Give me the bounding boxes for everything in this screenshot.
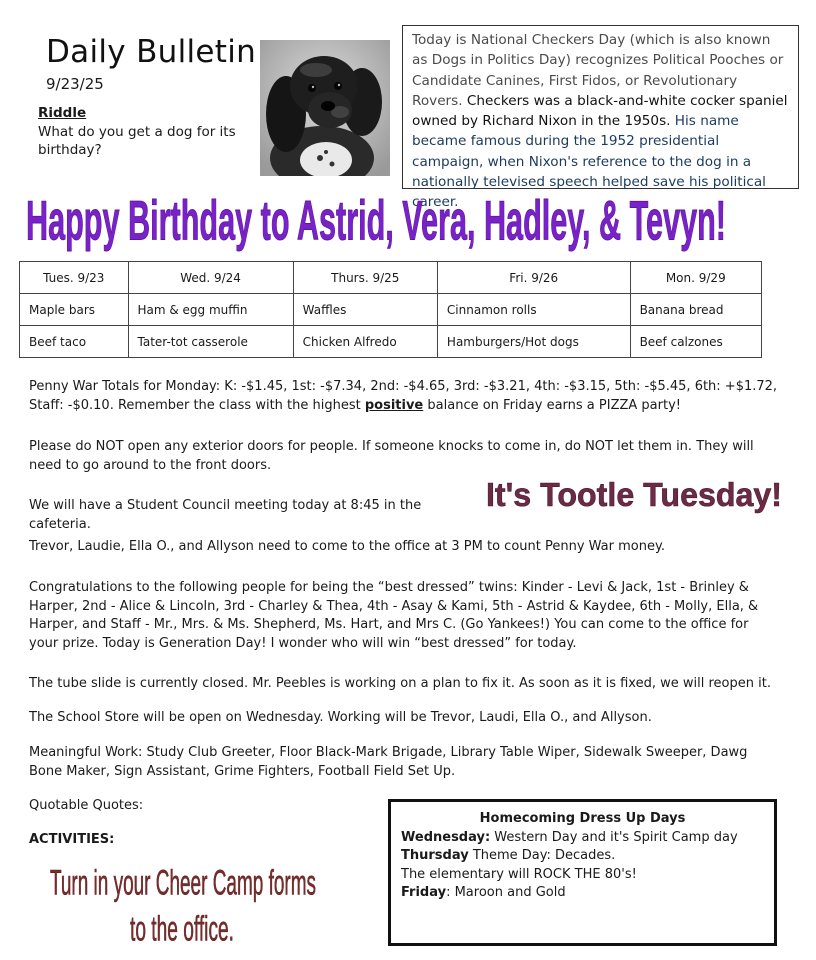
- homecoming-elementary: The elementary will ROCK THE 80's!: [401, 866, 637, 882]
- friday-label: Friday: [401, 885, 447, 900]
- birthday-banner: [26, 190, 746, 256]
- thursday-text: Theme Day: Decades.: [468, 848, 616, 863]
- thursday-label: Thursday: [401, 848, 469, 863]
- homecoming-heading: Homecoming Dress Up Days: [479, 811, 686, 826]
- doors-notice: Please do NOT open any exterior doors for people. If someone knocks to come in, do NOT let them in. They will need to go around to the front doors.: [29, 439, 754, 473]
- activities-heading: ACTIVITIES:: [29, 832, 115, 847]
- wednesday-text: Western Day and it's Spirit Camp day: [490, 829, 738, 845]
- checkers-owner: Checkers was a black-and-white cocker spaniel owned by Richard Nixon in the 1950s.: [412, 92, 788, 130]
- penny-war-text-end: balance on Friday earns a PIZZA party!: [427, 397, 681, 413]
- cheer-camp-line2: to the office.: [130, 910, 234, 949]
- bulletin-date: 9/23/25: [46, 75, 104, 93]
- menu-cell: Chicken Alfredo: [293, 326, 437, 358]
- homecoming-thursday: [401, 847, 764, 866]
- penny-war-totals: [29, 378, 789, 415]
- menu-day: Thurs. 9/25: [293, 262, 437, 294]
- menu-day: Tues. 9/23: [20, 262, 129, 294]
- school-store-notice: The School Store will be open on Wednesday. Working will be Trevor, Laudi, Ella O., and Allyson.: [29, 710, 652, 725]
- penny-war-text: Penny War Totals for Monday: K: -$1.45, 1st: -$7.34, 2nd: -$4.65, 3rd: -$3.21, 4th: -$3.15, 5th: -$5.45, 6th: +$1.72, Staff: -$0.10. Remember the class with the highest: [29, 379, 778, 413]
- menu-cell: Cinnamon rolls: [437, 294, 630, 326]
- student-council-notice: We will have a Student Council meeting today at 8:45 in the cafeteria.: [29, 498, 422, 532]
- meaningful-work-notice: Meaningful Work: Study Club Greeter, Floor Black-Mark Brigade, Library Table Wiper, Sidewalk Sweeper, Dawg Bone Maker, Sign Assistant, Grime Fighters, Football Field Set Up.: [29, 745, 748, 779]
- menu-cell: Banana bread: [630, 294, 761, 326]
- homecoming-wednesday: [401, 829, 764, 848]
- menu-breakfast-row: [20, 294, 762, 326]
- cheer-camp-line1: Turn in your Cheer Camp forms: [50, 863, 316, 903]
- menu-day: Fri. 9/26: [437, 262, 630, 294]
- menu-cell: Waffles: [293, 294, 437, 326]
- tootle-tuesday-text: It's Tootle Tuesday!: [486, 476, 782, 513]
- penny-count-notice: Trevor, Laudie, Ella O., and Allyson need to come to the office at 3 PM to count Penny War money.: [29, 539, 665, 554]
- cocker-spaniel-photo: [260, 40, 390, 176]
- checkers-intro: Today is National Checkers Day (which is also known as Dogs in Politics Day) recognizes Political Pooches or Candidate Canines, First Fidos, or Revolutionary Rovers.: [412, 32, 784, 109]
- riddle-question: What do you get a dog for its birthday?: [38, 124, 236, 158]
- menu-cell: Ham & egg muffin: [128, 294, 293, 326]
- menu-cell: Beef calzones: [630, 326, 761, 358]
- tootle-tuesday-banner: [486, 470, 786, 518]
- wednesday-label: Wednesday:: [401, 829, 491, 845]
- menu-cell: Maple bars: [20, 294, 129, 326]
- menu-cell: Beef taco: [20, 326, 129, 358]
- riddle-heading: Riddle: [38, 105, 87, 121]
- homecoming-friday: [401, 884, 764, 903]
- bulletin-title: Daily Bulletin: [46, 34, 257, 70]
- lunch-menu-table: [19, 261, 762, 358]
- menu-lunch-row: [20, 326, 762, 358]
- menu-cell: Hamburgers/Hot dogs: [437, 326, 630, 358]
- menu-day: Mon. 9/29: [630, 262, 761, 294]
- checkers-day-box: [402, 25, 799, 211]
- menu-day: Wed. 9/24: [128, 262, 293, 294]
- quotable-quotes-label: Quotable Quotes:: [29, 798, 144, 813]
- penny-war-emphasis: positive: [364, 397, 424, 413]
- homecoming-box: [388, 799, 777, 946]
- checkers-history: His name became famous during the 1952 presidential campaign, when Nixon's reference to the dog in a nationally televised speech helped save his political career.: [412, 113, 766, 211]
- birthday-banner-text: Happy Birthday to Astrid, Vera, Hadley, & Tevyn!: [26, 190, 726, 252]
- cheer-camp-banner: [40, 858, 330, 950]
- tube-slide-notice: The tube slide is currently closed. Mr. Peebles is working on a plan to fix it. As soon as it is fixed, we will reopen it.: [29, 676, 771, 691]
- menu-days-row: [20, 262, 762, 294]
- menu-cell: Tater-tot casserole: [128, 326, 293, 358]
- best-dressed-notice: Congratulations to the following people for being the “best dressed” twins: Kinder - Levi & Jack, 1st - Brinley & Harper, 2nd - Alice & Lincoln, 3rd - Charley & Thea, 4th - Asay & Kami, 5th - Astrid & Kaydee, 6th - Molly, Ella, & Harper, and Staff - Mr., Mrs. & Ms. Shepherd, Ms. Hart, and Mrs C. (Go Yankees!) You can come to the office for your prize. Today is Generation Day! I wonder who will win “best dressed” for today.: [29, 580, 759, 651]
- friday-text: : Maroon and Gold: [446, 885, 566, 900]
